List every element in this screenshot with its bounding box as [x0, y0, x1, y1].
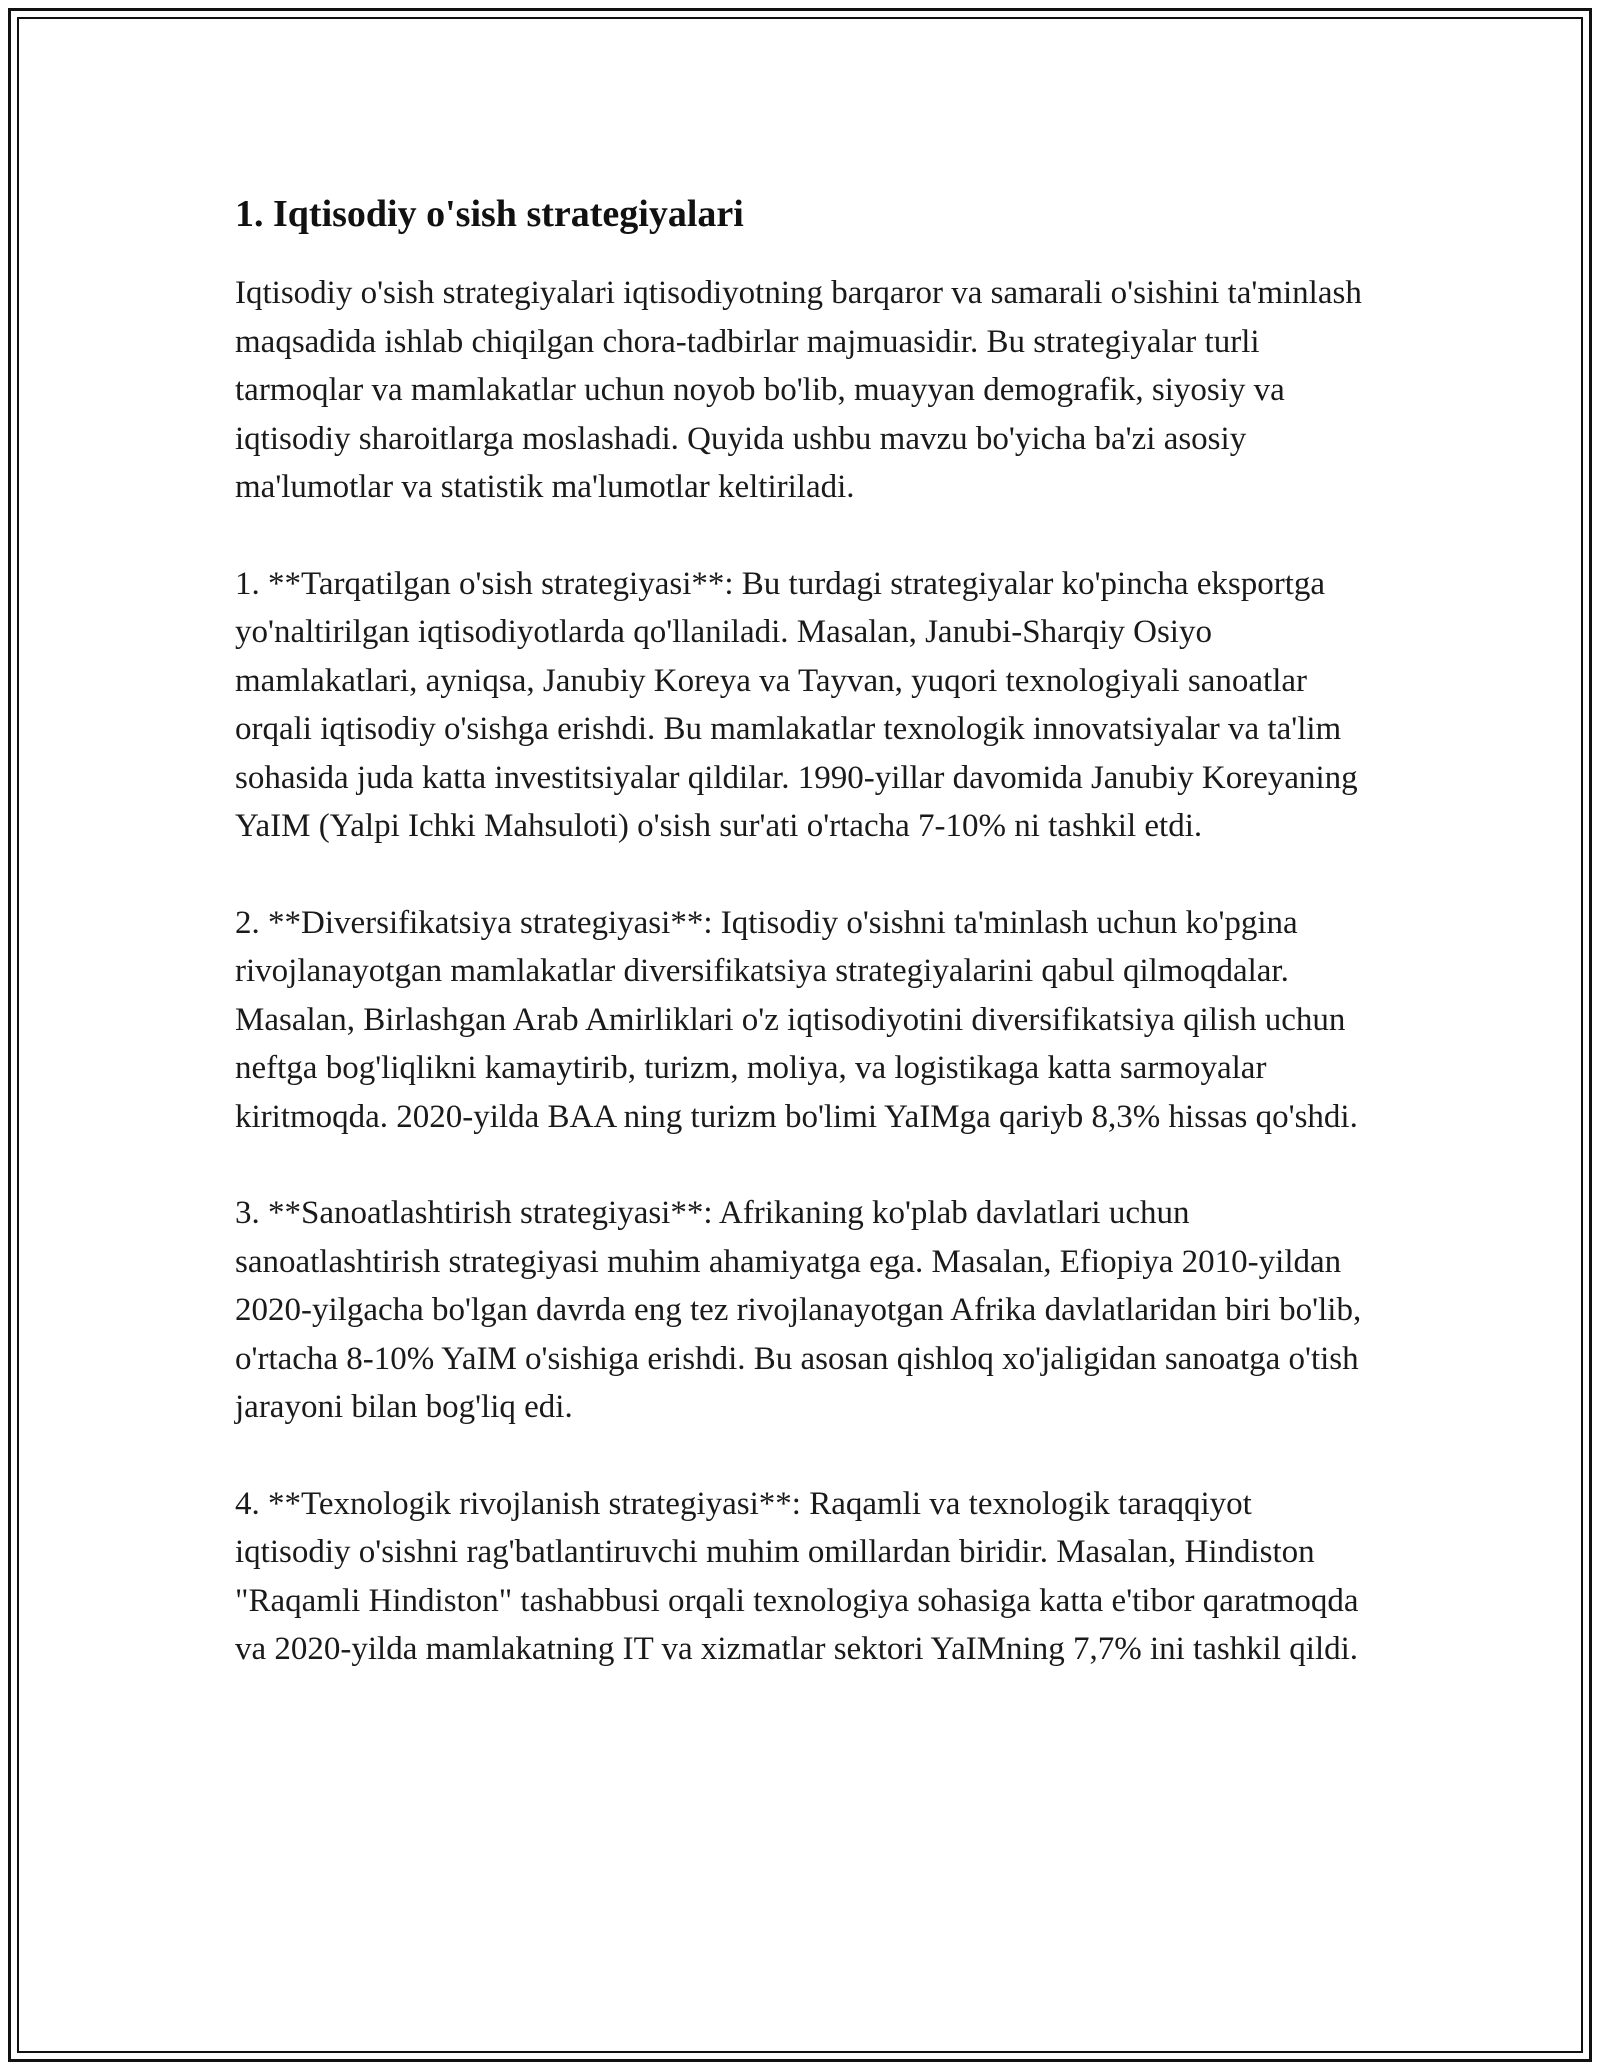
intro-paragraph: Iqtisodiy o'sish strategiyalari iqtisodiyotning barqaror va samarali o'sishini ta'minlash maqsadida ishlab chiqilgan chora-tadbirlar majmuasidir. Bu strategiyalar turli tarmoqlar va mamlakatlar uchun noyob bo'lib, muayyan demografik, siyosiy va iqtisodiy sharoitlarga moslashadi. Quyida ushbu mavzu bo'yicha ba'zi asosiy ma'lumotlar va statistik ma'lumotlar keltiriladi.	[235, 275, 1362, 505]
strategy-paragraph-1: 1. **Tarqatilgan o'sish strategiyasi**: Bu turdagi strategiyalar ko'pincha eksportga yo'naltirilgan iqtisodiyotlarda qo'llaniladi. Masalan, Janubi-Sharqiy Osiyo mamlakatlari, ayniqsa, Janubiy Koreya va Tayvan, yuqori texnologiyali sanoatlar orqali iqtisodiy o'sishga erishdi. Bu mamlakatlar texnologik innovatsiyalar va ta'lim sohasida juda katta investitsiyalar qildilar. 1990-yillar davomida Janubiy Koreyaning YaIM (Yalpi Ichki Mahsuloti) o'sish sur'ati o'rtacha 7-10% ni tashkil etdi.	[235, 565, 1358, 844]
strategy-paragraph-4: 4. **Texnologik rivojlanish strategiyasi**: Raqamli va texnologik taraqqiyot iqtisodiy o'sishni rag'batlantiruvchi muhim omillardan biridir. Masalan, Hindiston "Raqamli Hindiston" tashabbusi orqali texnologiya sohasiga katta e'tibor qaratmoqda va 2020-yilda mamlakatning IT va xizmatlar sektori YaIMning 7,7% ini tashkil qildi.	[235, 1485, 1359, 1667]
document-body	[235, 188, 1365, 1722]
strategy-paragraph-3: 3. **Sanoatlashtirish strategiyasi**: Afrikaning ko'plab davlatlari uchun sanoatlashtirish strategiyasi muhim ahamiyatga ega. Masalan, Efiopiya 2010-yildan 2020-yilgacha bo'lgan davrda eng tez rivojlanayotgan Afrika davlatlaridan biri bo'lib, o'rtacha 8-10% YaIM o'sishiga erishdi. Bu asosan qishloq xo'jaligidan sanoatga o'tish jarayoni bilan bog'liq edi.	[235, 1195, 1362, 1425]
document-title: 1. Iqtisodiy o'sish strategiyalari	[235, 193, 744, 235]
strategy-paragraph-2: 2. **Diversifikatsiya strategiyasi**: Iqtisodiy o'sishni ta'minlash uchun ko'pgina rivojlanayotgan mamlakatlar diversifikatsiya strategiyalarini qabul qilmoqdalar. Masalan, Birlashgan Arab Amirliklari o'z iqtisodiyotini diversifikatsiya qilish uchun neftga bog'liqlikni kamaytirib, turizm, moliya, va logistikaga katta sarmoyalar kiritmoqda. 2020-yilda BAA ning turizm bo'limi YaIMga qariyb 8,3% hissas qo'shdi.	[235, 904, 1358, 1135]
